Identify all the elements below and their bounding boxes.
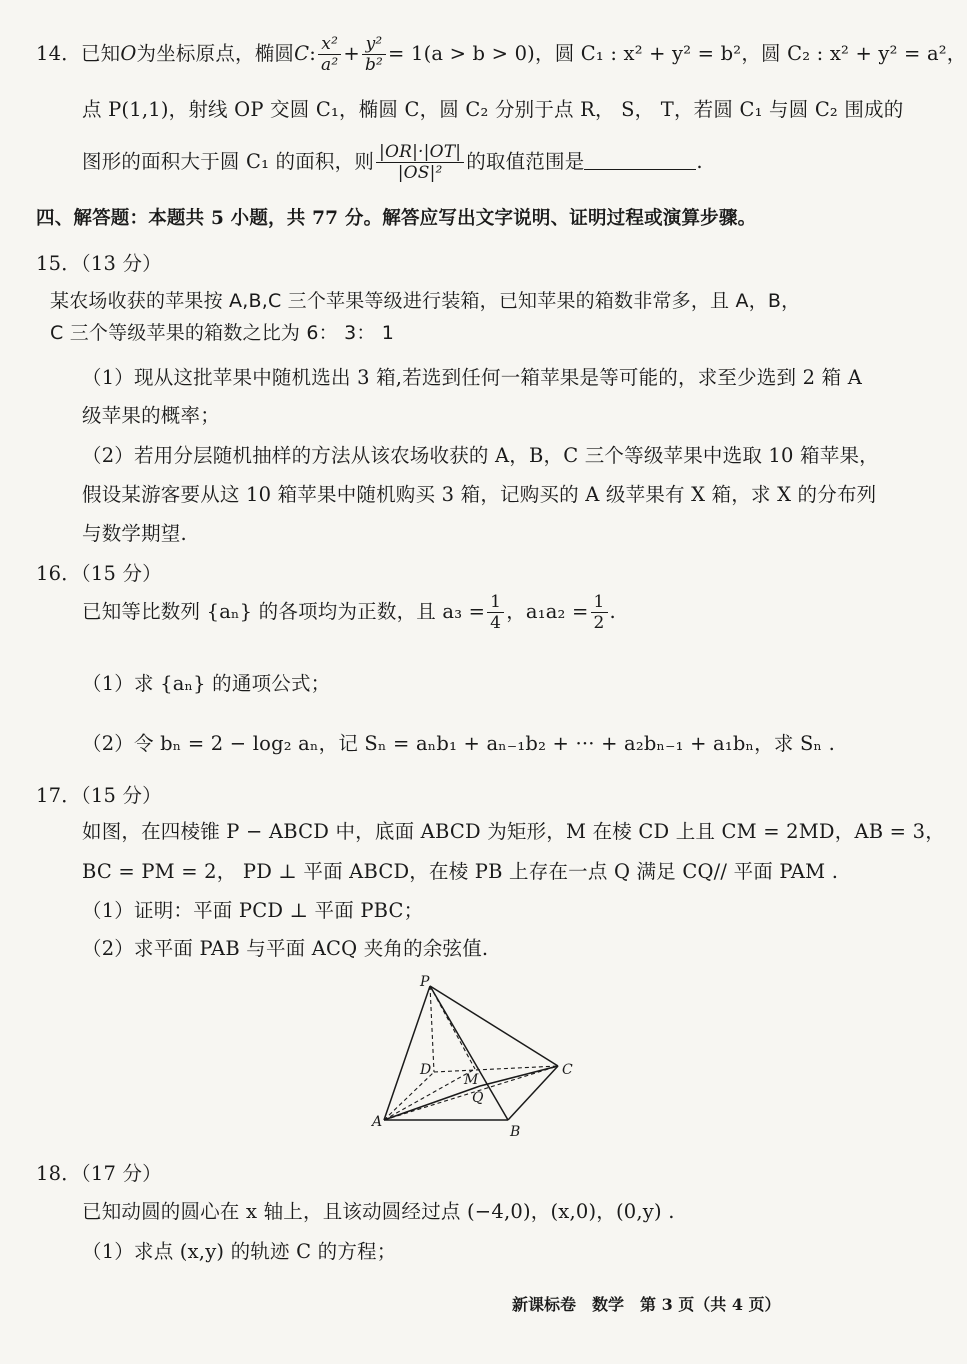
label-C: C (562, 1062, 573, 1078)
label-P: P (420, 974, 430, 990)
ratio-fraction: $\frac{|OR|\cdot|OT|}{\text{|OS|²}}$ (376, 142, 464, 183)
q15-stem-1: 某农场收获的苹果按 A,B,C 三个苹果等级进行装箱，已知苹果的箱数非常多，且 A，B， (50, 290, 801, 312)
q17-stem-1: 如图，在四棱锥 P − ABCD 中，底面 ABCD 为矩形，M 在棱 CD 上且 CM = 2MD，AB = 3， (82, 820, 945, 843)
q15-stem-2: C 三个等级苹果的箱数之比为 6： 3： 1 (50, 322, 395, 344)
q18-part1: （1）求点 (x,y) 的轨迹 C 的方程； (82, 1240, 397, 1263)
section-4-heading: 四、解答题：本题共 5 小题，共 77 分。解答应写出文字说明、证明过程或演算步骤。 (36, 208, 757, 229)
q15-part2-a: （2）若用分层随机抽样的方法从该农场收获的 A，B，C 三个等级苹果中选取 10 箱苹果， (82, 444, 879, 467)
label-B: B (510, 1124, 521, 1140)
q16-part1: （1）求 {aₙ} 的通项公式； (82, 672, 331, 695)
label-M: M (464, 1072, 479, 1088)
q16-header: 16．（15 分） (36, 562, 162, 585)
q15-header: 15．（13 分） (36, 252, 162, 275)
ellipse-y-fraction: $\frac{\text{y²}}{\text{b²}}$ (362, 34, 386, 75)
label-D: D (420, 1062, 432, 1078)
pyramid-figure (368, 968, 588, 1148)
q14-line2: 点 P(1,1)，射线 OP 交圆 C₁，椭圆 C，圆 C₂ 分别于点 R， S， T，若圆 C₁ 与圆 C₂ 围成的 (82, 98, 904, 121)
ellipse-x-fraction: $\frac{\text{x²}}{\text{a²}}$ (318, 34, 341, 75)
page-footer: 新课标卷 数学 第 3 页（共 4 页） (512, 1295, 781, 1314)
q15-part2-b: 假设某游客要从这 10 箱苹果中随机购买 3 箱，记购买的 A 级苹果有 X 箱，求 X 的分布列 (82, 483, 877, 506)
edge-PD (430, 986, 434, 1072)
a3-fraction: $\frac{1}{4}$ (487, 592, 504, 633)
a1a2-fraction: $\frac{1}{2}$ (591, 592, 608, 633)
segment-AQ (384, 1086, 480, 1120)
q14-line1: 14．已知O为坐标原点，椭圆C: $\frac{\text{x²}}{\text{a²}}$ + $\frac{\text{y²}}{\text{b²}}$ = 1(a > b > 0)，圆 C₁ : x² + y² = b²，圆 C₂ : x² + y² = a²， (36, 34, 967, 75)
q16-part2: （2）令 bₙ = 2 − log₂ aₙ，记 Sₙ = aₙb₁ + aₙ₋₁b₂ + ··· + a₂bₙ₋₁ + a₁bₙ，求 Sₙ . (82, 732, 835, 755)
edge-PA (384, 986, 430, 1120)
label-A: A (372, 1114, 383, 1130)
q14-line3: 图形的面积大于圆 C₁ 的面积，则 $\frac{|OR|\cdot|OT|}{\text{|OS|²}}$ 的取值范围是 . (82, 142, 703, 183)
answer-blank (584, 169, 696, 170)
q17-stem-2: BC = PM = 2， PD ⊥ 平面 ABCD，在棱 PB 上存在一点 Q 满足 CQ// 平面 PAM . (82, 860, 839, 883)
q18-stem: 已知动圆的圆心在 x 轴上，且该动圆经过点 (−4,0)，(x,0)，(0,y) . (82, 1200, 675, 1223)
q15-part2-c: 与数学期望. (82, 522, 187, 545)
segment-PM (430, 986, 475, 1069)
q15-part1-a: （1）现从这批苹果中随机选出 3 箱,若选到任何一箱苹果是等可能的，求至少选到 2 箱 A (82, 366, 862, 389)
q15-part1-b: 级苹果的概率； (82, 404, 220, 427)
q17-part1: （1）证明：平面 PCD ⊥ 平面 PBC； (82, 899, 424, 922)
label-Q: Q (472, 1090, 484, 1106)
q18-header: 18．（17 分） (36, 1162, 162, 1185)
edge-PC (430, 986, 558, 1066)
q16-stem: 已知等比数列 {aₙ} 的各项均为正数，且 a₃ = $\frac{1}{4}$ ，a₁a₂ = $\frac{1}{2}$ . (82, 592, 616, 633)
q17-part2: （2）求平面 PAB 与平面 ACQ 夹角的余弦值. (82, 937, 489, 960)
q17-header: 17．（15 分） (36, 784, 162, 807)
